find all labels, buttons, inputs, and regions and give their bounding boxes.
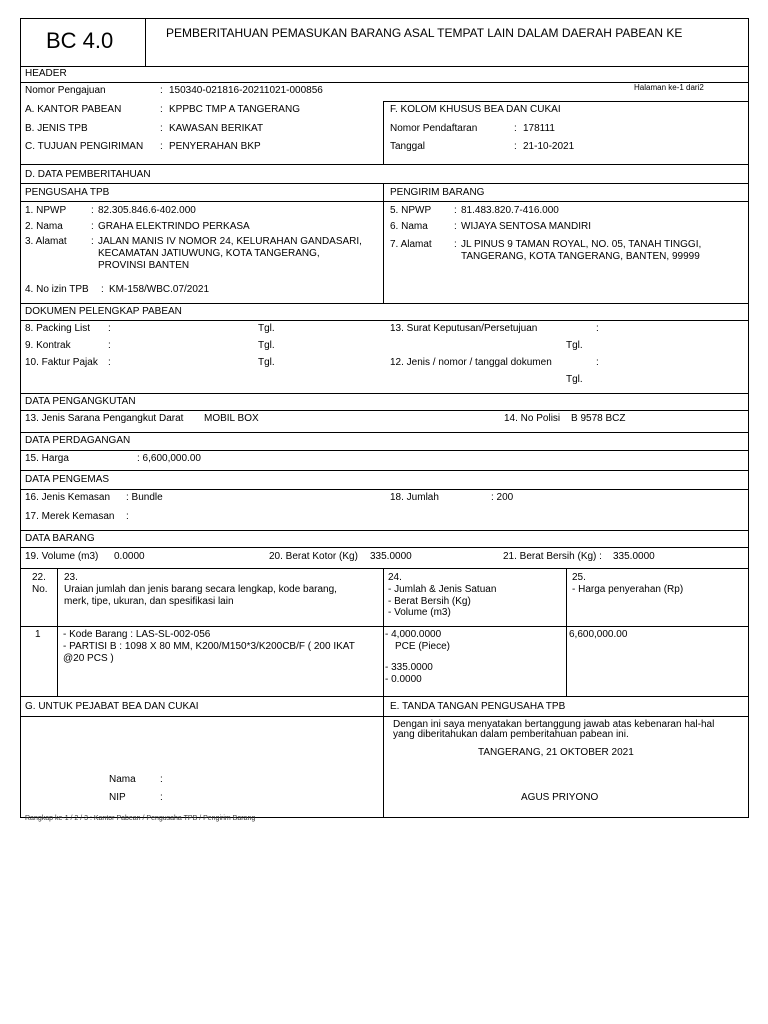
title-divider (145, 18, 146, 66)
colon: : (454, 221, 457, 232)
rule-footer-sub (20, 716, 749, 717)
section-perdagangan: DATA PERDAGANGAN (25, 435, 131, 446)
alamat3-line3: PROVINSI BANTEN (98, 260, 190, 271)
packing-colon: : (108, 323, 111, 334)
kotor-label: 20. Berat Kotor (Kg) (269, 551, 358, 562)
rule-perdagangan-top (20, 432, 749, 433)
kotor-value: 335.0000 (370, 551, 412, 562)
rule-pengangkutan-top (20, 393, 749, 394)
surat-tgl: Tgl. (566, 340, 583, 351)
signer-name: AGUS PRIYONO (521, 792, 599, 803)
rule-d-cols (20, 201, 749, 202)
surat-colon: : (596, 323, 599, 334)
rule-items-top (20, 568, 749, 569)
colon: : (91, 236, 94, 247)
jenis-dok-tgl: Tgl. (566, 374, 583, 385)
nama-label: Nama (109, 774, 136, 785)
nama2-label: 2. Nama (25, 221, 63, 232)
section-pemberitahuan: D. DATA PEMBERITAHUAN (25, 169, 151, 180)
rule-barang-sub (20, 547, 749, 548)
g-label: G. UNTUK PEJABAT BEA DAN CUKAI (25, 701, 199, 712)
colon: : (160, 85, 163, 96)
colon: : (160, 123, 163, 134)
npwp1-label: 1. NPWP (25, 205, 67, 216)
col22-b: No. (32, 584, 48, 595)
alamat7-label: 7. Alamat (390, 239, 432, 250)
jumlah-value: : 200 (491, 492, 514, 503)
item-volume: - 0.0000 (385, 674, 422, 685)
rule-title-bottom (20, 66, 749, 67)
col-divider-3 (566, 568, 567, 696)
col24-a: 24. (388, 572, 402, 583)
bersih-label: 21. Berat Bersih (Kg) : (503, 551, 602, 562)
col23-c: merk, tipe, ukuran, dan spesifikasi lain (64, 596, 234, 607)
item-desc-2: @20 PCS ) (63, 653, 114, 664)
jenis-tpb-value: KAWASAN BERIKAT (169, 123, 264, 134)
rangkap-note: Rangkap ke-1 / 2 / 3 : Kantor Pabean / Pengusaha TPB / Pengirim Barang (25, 815, 256, 822)
alamat3-line1: JALAN MANIS IV NOMOR 24, KELURAHAN GANDASARI, (98, 236, 362, 247)
tujuan-value: PENYERAHAN BKP (169, 141, 261, 152)
nomor-pengajuan-label: Nomor Pengajuan (25, 85, 106, 96)
nama6-value: WIJAYA SENTOSA MANDIRI (461, 221, 592, 232)
item-unit: PCE (Piece) (395, 641, 451, 652)
rule-f-top (383, 101, 749, 102)
form-title: PEMBERITAHUAN PEMASUKAN BARANG ASAL TEMPAT LAIN DALAM DAERAH PABEAN KE (166, 26, 683, 40)
colon: : (91, 221, 94, 232)
tujuan-label: C. TUJUAN PENGIRIMAN (25, 141, 144, 152)
khusus-label: F. KOLOM KHUSUS BEA DAN CUKAI (390, 104, 561, 115)
kantor-label: A. KANTOR PABEAN (25, 104, 122, 115)
alamat7-line2: TANGERANG, KOTA TANGERANG, BANTEN, 99999 (461, 251, 700, 262)
harga-value: : 6,600,000.00 (137, 453, 201, 464)
rule-pengemas-sub (20, 489, 749, 490)
rule-pengemas-top (20, 470, 749, 471)
colon: : (160, 104, 163, 115)
rule-perdagangan-sub (20, 450, 749, 451)
rule-dokumen-top (20, 303, 749, 304)
npwp5-label: 5. NPWP (390, 205, 432, 216)
surat-label: 13. Surat Keputusan/Persetujuan (390, 323, 538, 334)
rule-barang-top (20, 530, 749, 531)
col24-c: - Berat Bersih (Kg) (388, 596, 471, 607)
jenis-dok-colon: : (596, 357, 599, 368)
polisi-label: 14. No Polisi (504, 413, 561, 424)
nama6-label: 6. Nama (390, 221, 428, 232)
col22-a: 22. (32, 572, 46, 583)
footer-divider (383, 696, 384, 818)
alamat3-label: 3. Alamat (25, 236, 67, 247)
e-label: E. TANDA TANGAN PENGUSAHA TPB (390, 701, 566, 712)
nama-colon: : (160, 774, 163, 785)
npwp1-value: 82.305.846.6-402.000 (98, 205, 196, 216)
item-qty: - 4,000.0000 (385, 629, 442, 640)
item-no: 1 (35, 629, 41, 640)
tanggal-label: Tanggal (390, 141, 426, 152)
pengirim-label: PENGIRIM BARANG (390, 187, 485, 198)
item-price: 6,600,000.00 (569, 629, 628, 640)
rule-pengangkutan-sub (20, 410, 749, 411)
section-barang: DATA BARANG (25, 533, 95, 544)
kontrak-colon: : (108, 340, 111, 351)
nip-colon: : (160, 792, 163, 803)
rule-d-sub (20, 183, 749, 184)
section-pengangkutan: DATA PENGANGKUTAN (25, 396, 136, 407)
form-code: BC 4.0 (46, 28, 114, 53)
item-desc-1: - PARTISI B : 1098 X 80 MM, K200/M150*3/K200CB/F ( 200 IKAT (63, 641, 355, 652)
colon: : (101, 284, 104, 295)
npwp5-value: 81.483.820.7-416.000 (461, 205, 559, 216)
nomor-pendaftaran-value: 178111 (523, 123, 555, 134)
rule-d-top (20, 164, 749, 165)
alamat3-line2: KECAMATAN JATIUWUNG, KOTA TANGERANG, (98, 248, 320, 259)
colon: : (91, 205, 94, 216)
col24-b: - Jumlah & Jenis Satuan (388, 584, 497, 595)
section-header: HEADER (25, 68, 67, 79)
faktur-colon: : (108, 357, 111, 368)
merek-value: : (126, 511, 129, 522)
volume-label: 19. Volume (m3) (25, 551, 99, 562)
col25-b: - Harga penyerahan (Rp) (572, 584, 684, 595)
colon: : (454, 239, 457, 250)
kontrak-tgl: Tgl. (258, 340, 275, 351)
sarana-label: 13. Jenis Sarana Pengangkut Darat (25, 413, 184, 424)
jenis-tpb-label: B. JENIS TPB (25, 123, 88, 134)
harga-label: 15. Harga (25, 453, 69, 464)
alamat7-line1: JL PINUS 9 TAMAN ROYAL, NO. 05, TANAH TINGGI, (461, 239, 702, 250)
col-divider-2 (383, 568, 384, 696)
packing-label: 8. Packing List (25, 323, 91, 334)
section-pengemas: DATA PENGEMAS (25, 474, 110, 485)
place-date: TANGERANG, 21 OKTOBER 2021 (478, 747, 634, 758)
nomor-pendaftaran-label: Nomor Pendaftaran (390, 123, 478, 134)
nama2-value: GRAHA ELEKTRINDO PERKASA (98, 221, 250, 232)
faktur-label: 10. Faktur Pajak (25, 357, 98, 368)
merek-label: 17. Merek Kemasan (25, 511, 115, 522)
colon: : (514, 123, 517, 134)
sarana-value: MOBIL BOX (204, 413, 259, 424)
jumlah-label: 18. Jumlah (390, 492, 439, 503)
rule-dokumen-sub (20, 320, 749, 321)
col24-d: - Volume (m3) (388, 607, 451, 618)
kontrak-label: 9. Kontrak (25, 340, 71, 351)
nomor-pengajuan-value: 150340-021816-20211021-000856 (169, 85, 323, 96)
header-divider (383, 101, 384, 164)
statement-line1: Dengan ini saya menyatakan bertanggung jawab atas kebenaran hal-hal (393, 719, 715, 730)
tanggal-value: 21-10-2021 (523, 141, 575, 152)
halaman-text: Halaman ke-1 dari2 (634, 83, 704, 92)
packing-tgl: Tgl. (258, 323, 275, 334)
statement-line2: yang diberitahukan dalam pemberitahuan pabean ini. (393, 729, 629, 740)
kantor-value: KPPBC TMP A TANGERANG (169, 104, 300, 115)
colon: : (514, 141, 517, 152)
section-dokumen: DOKUMEN PELENGKAP PABEAN (25, 306, 182, 317)
polisi-value: B 9578 BCZ (571, 413, 626, 424)
rule-items-head (20, 626, 749, 627)
jenis-kemasan-value: : Bundle (126, 492, 163, 503)
pengusaha-label: PENGUSAHA TPB (25, 187, 110, 198)
col23-a: 23. (64, 572, 78, 583)
colon: : (454, 205, 457, 216)
rule-footer-top (20, 696, 749, 697)
nip-label: NIP (109, 792, 126, 803)
col-divider-1 (57, 568, 58, 696)
jenis-dok-label: 12. Jenis / nomor / tanggal dokumen (390, 357, 552, 368)
col23-b: Uraian jumlah dan jenis barang secara lengkap, kode barang, (64, 584, 337, 595)
jenis-kemasan-label: 16. Jenis Kemasan (25, 492, 111, 503)
colon: : (160, 141, 163, 152)
faktur-tgl: Tgl. (258, 357, 275, 368)
volume-value: 0.0000 (114, 551, 145, 562)
izin-value: KM-158/WBC.07/2021 (109, 284, 210, 295)
item-kode: - Kode Barang : LAS-SL-002-056 (63, 629, 211, 640)
col25-a: 25. (572, 572, 586, 583)
item-net: - 335.0000 (385, 662, 433, 673)
izin-label: 4. No izin TPB (25, 284, 89, 295)
bersih-value: 335.0000 (613, 551, 655, 562)
